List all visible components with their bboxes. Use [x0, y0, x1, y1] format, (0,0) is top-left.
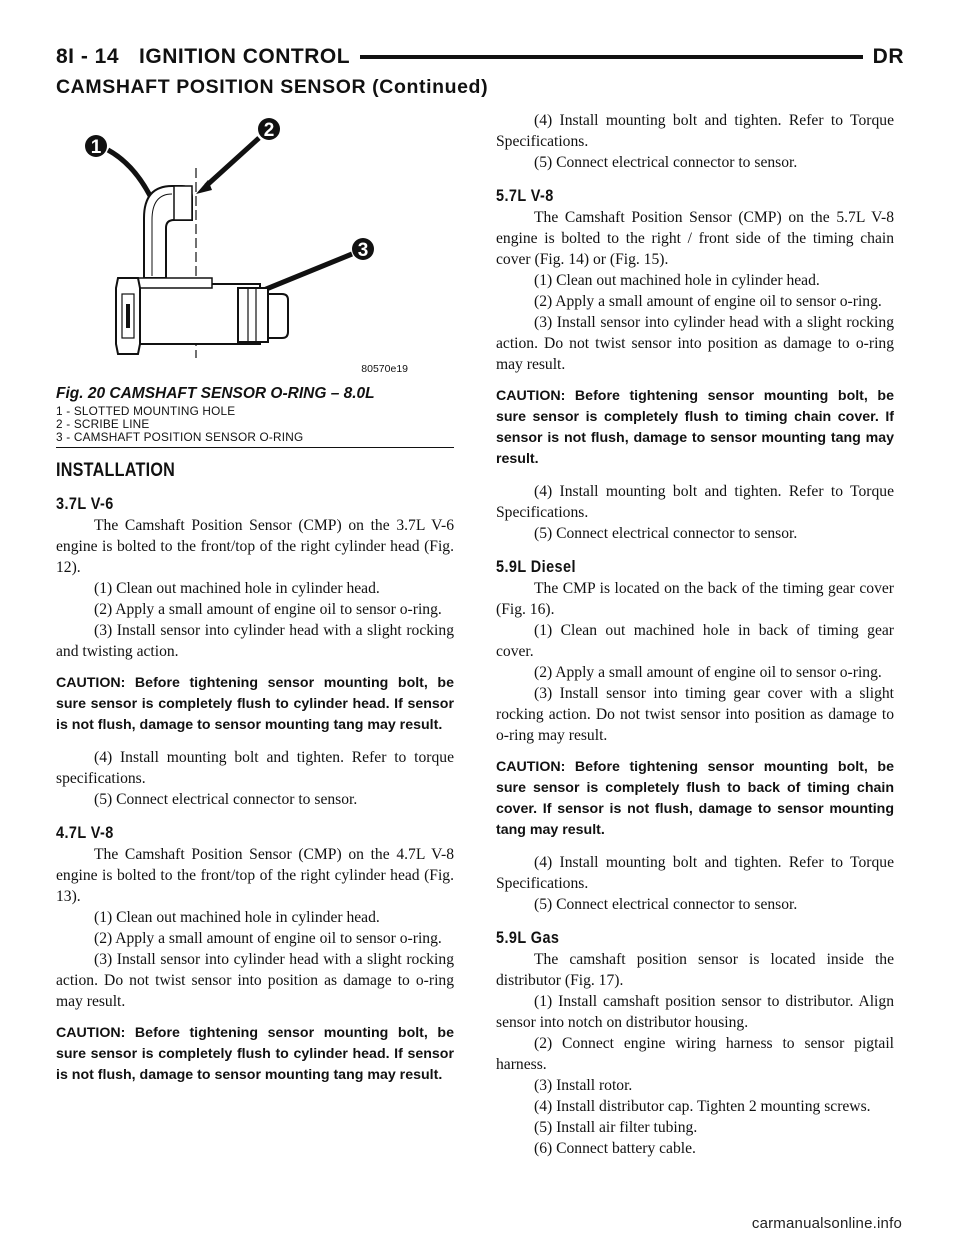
step: (4) Install distributor cap. Tighten 2 mounting screws.	[534, 1098, 871, 1115]
callout-1-label: 1	[90, 137, 102, 158]
subheading-3-7l: 3.7L V-6	[56, 494, 114, 513]
figure-legend	[56, 405, 454, 444]
step: (1) Clean out machined hole in cylinder head.	[94, 909, 380, 926]
sensor-illustration	[56, 108, 454, 384]
paragraph: The Camshaft Position Sensor (CMP) on the 3.7L V-6 engine is bolted to the front/top of the right cylinder head (Fig. 12).	[56, 517, 454, 576]
callout-3-label: 3	[357, 240, 369, 261]
step: (4) Install mounting bolt and tighten. Refer to Torque Specifications.	[496, 483, 894, 521]
step: (5) Install air filter tubing.	[534, 1119, 698, 1136]
step: (5) Connect electrical connector to sensor.	[534, 525, 798, 542]
paragraph: The Camshaft Position Sensor (CMP) on the 4.7L V-8 engine is bolted to the front/top of the right cylinder head (Fig. 13).	[56, 846, 454, 905]
step: (3) Install rotor.	[534, 1077, 633, 1094]
installation-heading: INSTALLATION	[56, 460, 176, 481]
step: (1) Install camshaft position sensor to distributor. Align sensor into notch on distributor housing.	[496, 993, 894, 1031]
paragraph: The camshaft position sensor is located inside the distributor (Fig. 17).	[496, 951, 894, 989]
step: (4) Install mounting bolt and tighten. Refer to torque specifications.	[56, 749, 454, 787]
figure-caption: Fig. 20 CAMSHAFT SENSOR O-RING – 8.0L	[56, 385, 375, 402]
step: (2) Apply a small amount of engine oil to sensor o-ring.	[534, 664, 882, 681]
caution-note: CAUTION: Before tightening sensor mounting bolt, be sure sensor is completely flush to timing chain cover. If sensor is not flush, damage to sensor mounting tang may result.	[496, 388, 894, 467]
step: (2) Apply a small amount of engine oil to sensor o-ring.	[534, 293, 882, 310]
subheading-5-7l: 5.7L V-8	[496, 186, 554, 205]
left-column	[56, 108, 454, 1097]
step: (4) Install mounting bolt and tighten. Refer to Torque Specifications.	[496, 112, 894, 150]
step: (5) Connect electrical connector to sensor.	[534, 154, 798, 171]
step: (1) Clean out machined hole in back of timing gear cover.	[496, 622, 894, 660]
callout-2-label: 2	[263, 120, 275, 141]
step: (2) Apply a small amount of engine oil to sensor o-ring.	[94, 601, 442, 618]
subheading-5-9l-diesel: 5.9L Diesel	[496, 557, 576, 576]
figure-image-id: 80570e19	[361, 363, 408, 375]
callout-2	[196, 118, 280, 194]
step: (1) Clean out machined hole in cylinder head.	[94, 580, 380, 597]
model-code: DR	[872, 45, 904, 68]
legend-item: 2 - SCRIBE LINE	[56, 417, 150, 431]
paragraph: The CMP is located on the back of the timing gear cover (Fig. 16).	[496, 580, 894, 618]
legend-item: 3 - CAMSHAFT POSITION SENSOR O-RING	[56, 430, 304, 444]
paragraph: The Camshaft Position Sensor (CMP) on the 5.7L V-8 engine is bolted to the right / front side of the timing chain cover (Fig. 14) or (Fig. 15).	[496, 209, 894, 268]
step: (4) Install mounting bolt and tighten. Refer to Torque Specifications.	[496, 854, 894, 892]
step: (3) Install sensor into timing gear cover with a slight rocking action. Do not twist sensor into position as damage to o-ring may result.	[496, 685, 894, 744]
watermark: carmanualsonline.info	[751, 1215, 902, 1232]
step: (6) Connect battery cable.	[534, 1140, 696, 1157]
page-header	[56, 42, 904, 72]
figure-rule	[56, 447, 454, 448]
legend-item: 1 - SLOTTED MOUNTING HOLE	[56, 404, 236, 418]
step: (5) Connect electrical connector to sensor.	[534, 896, 798, 913]
step: (5) Connect electrical connector to sensor.	[94, 791, 358, 808]
page-number: 8I - 14	[56, 45, 120, 68]
step: (3) Install sensor into cylinder head with a slight rocking action. Do not twist sensor into position as damage to o-ring may result.	[496, 314, 894, 373]
header-left	[56, 45, 350, 69]
step: (2) Apply a small amount of engine oil to sensor o-ring.	[94, 930, 442, 947]
subheading-5-9l-gas: 5.9L Gas	[496, 928, 560, 947]
caution-note: CAUTION: Before tightening sensor mounting bolt, be sure sensor is completely flush to cylinder head. If sensor is not flush, damage to sensor mounting tang may result.	[56, 675, 454, 733]
section-title: CAMSHAFT POSITION SENSOR (Continued)	[56, 76, 489, 98]
step: (3) Install sensor into cylinder head with a slight rocking and twisting action.	[56, 622, 454, 660]
subheading-4-7l: 4.7L V-8	[56, 823, 114, 842]
caution-note: CAUTION: Before tightening sensor mounting bolt, be sure sensor is completely flush to cylinder head. If sensor is not flush, damage to sensor mounting tang may result.	[56, 1025, 454, 1083]
step: (1) Clean out machined hole in cylinder head.	[534, 272, 820, 289]
step: (3) Install sensor into cylinder head with a slight rocking action. Do not twist sensor into position as damage to o-ring may result.	[56, 951, 454, 1010]
header-rule	[360, 55, 863, 59]
caution-note: CAUTION: Before tightening sensor mounting bolt, be sure sensor is completely flush to back of timing chain cover. If sensor is not flush, damage to sensor mounting tang may result.	[496, 759, 894, 838]
right-column	[496, 110, 894, 1159]
figure-camshaft-sensor	[56, 108, 454, 384]
chapter-title: IGNITION CONTROL	[139, 45, 351, 68]
step: (2) Connect engine wiring harness to sensor pigtail harness.	[496, 1035, 894, 1073]
